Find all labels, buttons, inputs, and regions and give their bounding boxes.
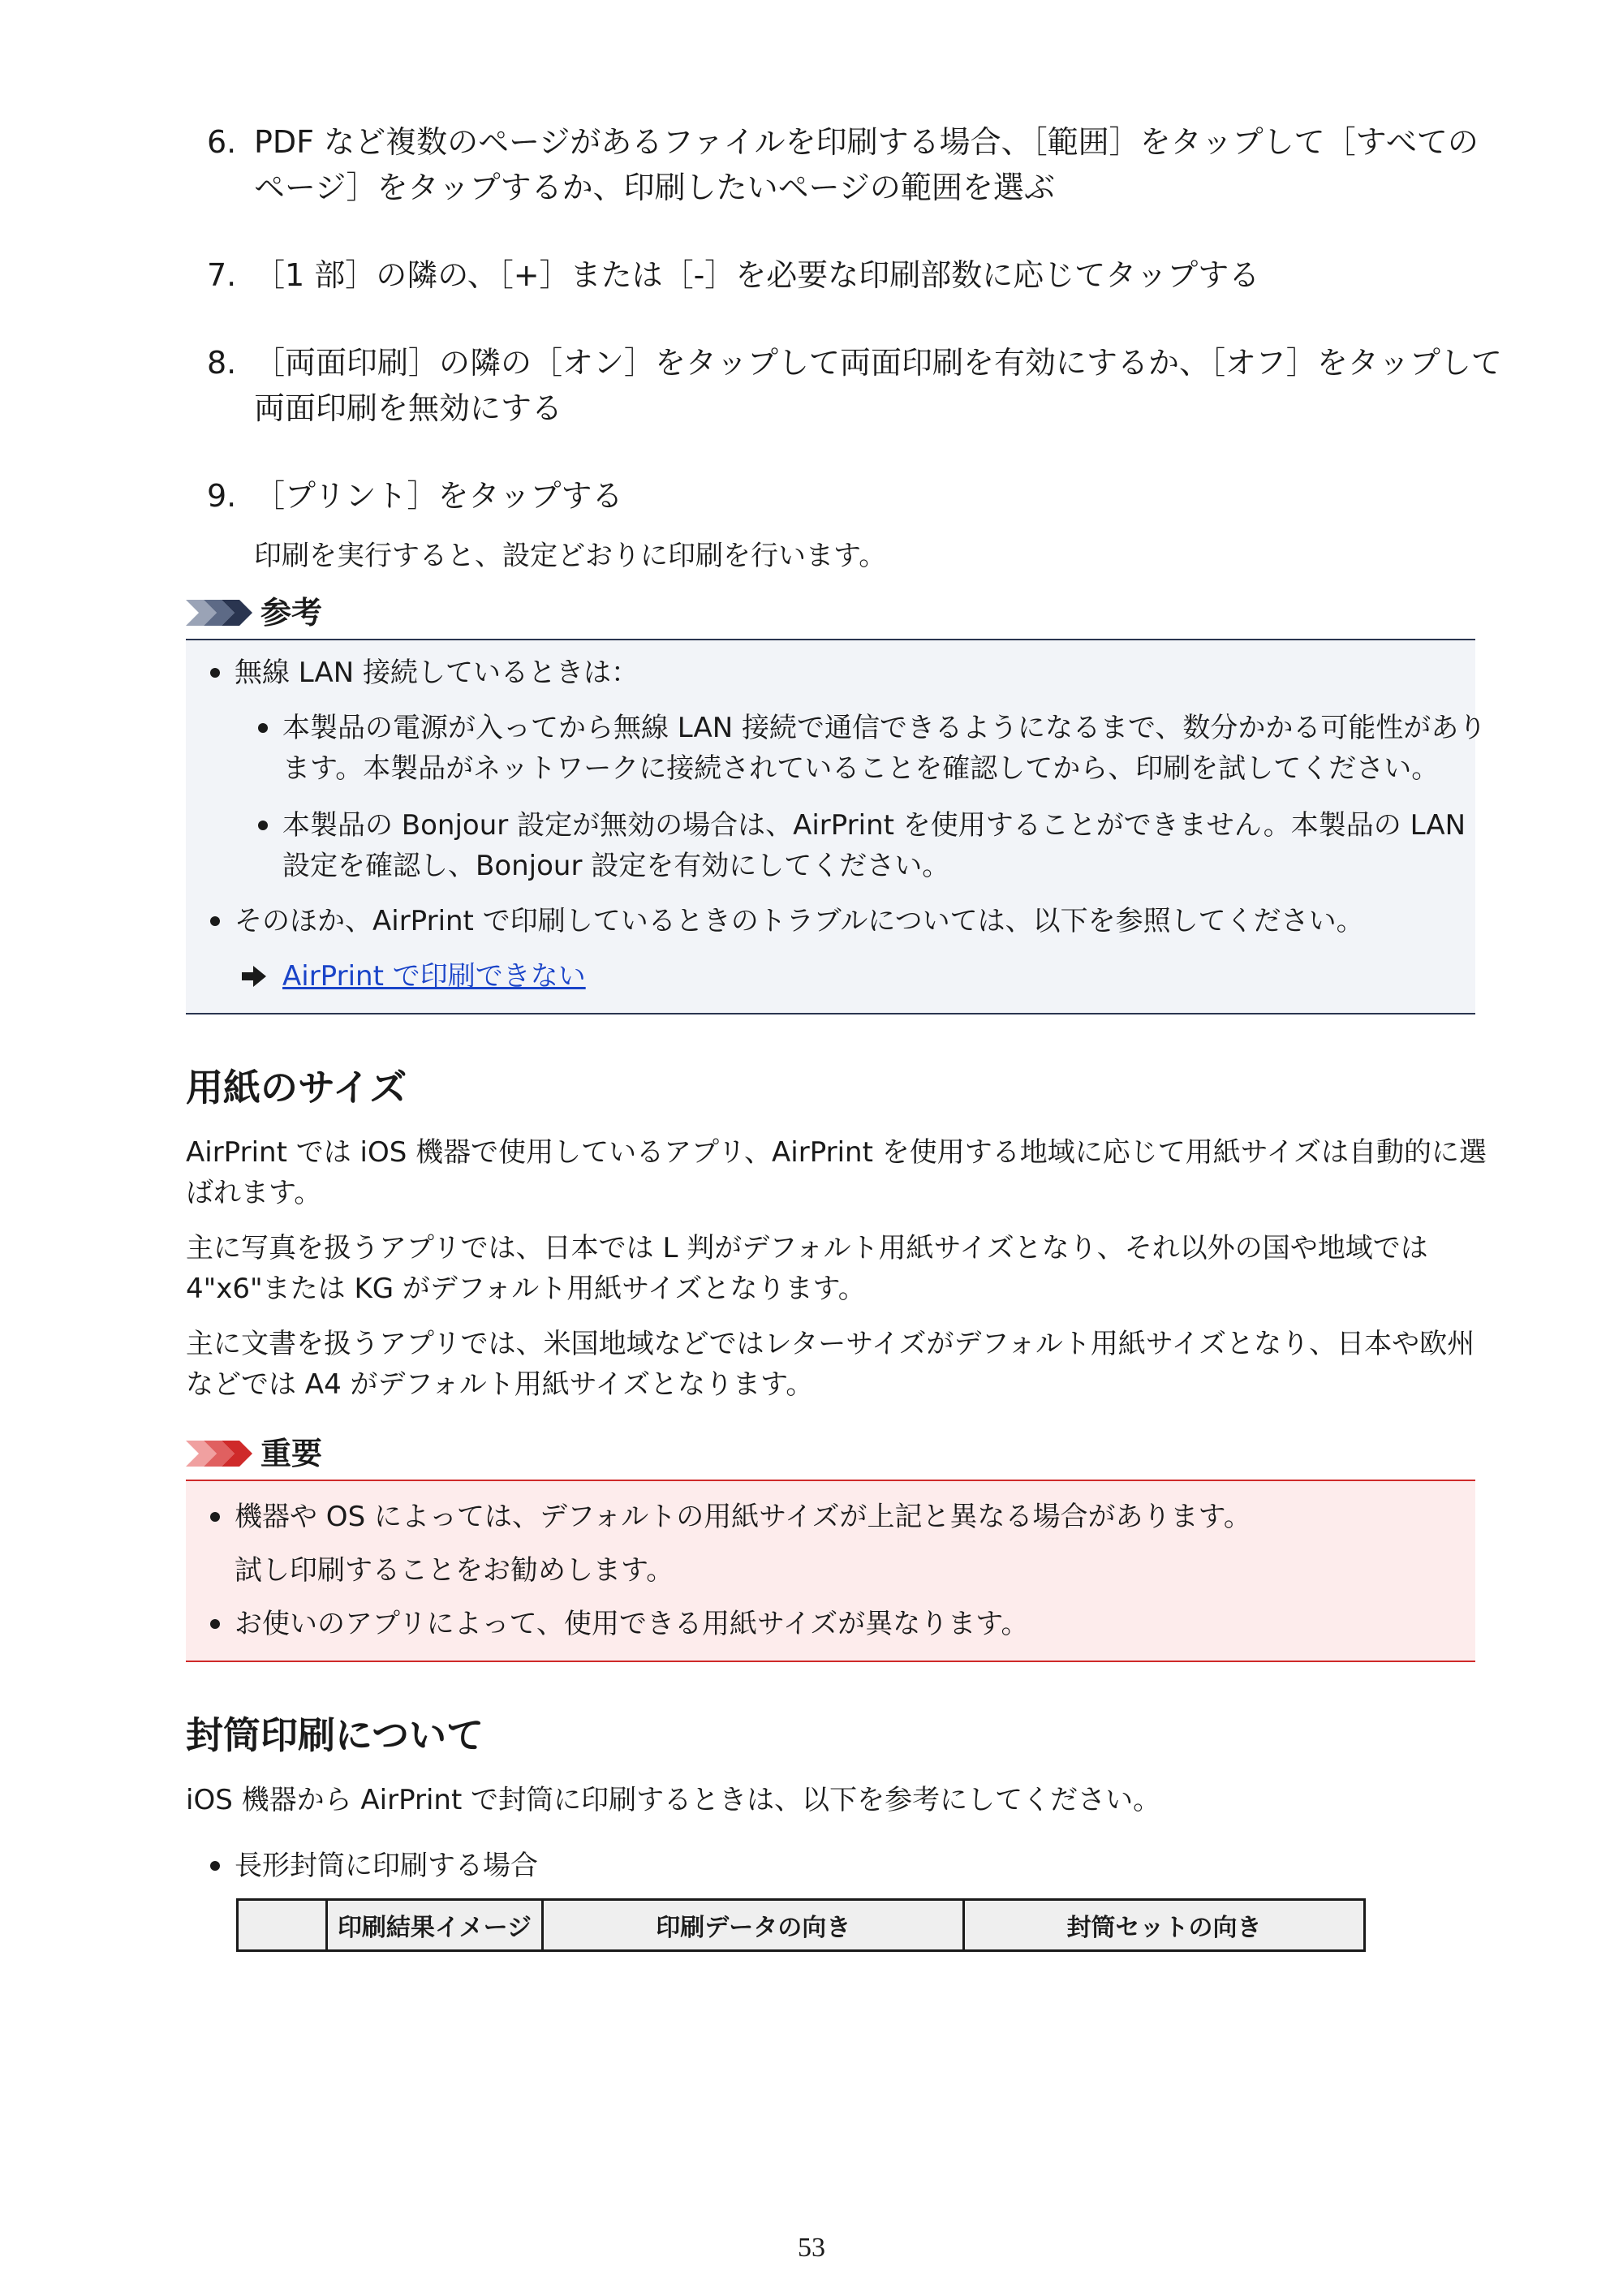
envelope-bullet: 長形封筒に印刷する場合 (235, 1850, 538, 1882)
step-result: 印刷を実行すると、設定どおりに印刷を行います。 (254, 540, 887, 572)
step-text: PDF など複数のページがあるファイルを印刷する場合、［範囲］をタップして［すべての (254, 124, 1479, 160)
step-text: ［1 部］の隣の、［+］または［-］を必要な印刷部数に応じてタップする (254, 257, 1260, 293)
table-header-cell: 印刷結果イメージ (326, 1900, 543, 1951)
important-chevron-icon (186, 1441, 252, 1467)
table-header-cell: 印刷データの向き (543, 1900, 964, 1951)
paragraph-line: ばれます。 (186, 1177, 322, 1209)
table-header-cell: 封筒セットの向き (964, 1900, 1365, 1951)
bullet-icon (210, 1619, 220, 1629)
note-subitem: 本製品の電源が入ってから無線 LAN 接続で通信できるようになるまで、数分かかる可能性があり (282, 712, 1487, 744)
table-header-cell (238, 1900, 327, 1951)
paragraph-line: AirPrint では iOS 機器で使用しているアプリ、AirPrint を使用する地域に応じて用紙サイズは自動的に選 (186, 1136, 1487, 1169)
table-header-row (238, 1900, 1365, 1951)
note-subitem: 本製品の Bonjour 設定が無効の場合は、AirPrint を使用することができません。本製品の LAN (282, 809, 1466, 842)
important-title: 重要 (260, 1436, 323, 1471)
step-number: 6. (207, 124, 237, 160)
bullet-icon (258, 723, 268, 733)
important-item-continued: 試し印刷することをお勧めします。 (235, 1554, 674, 1587)
important-item: 機器や OS によっては、デフォルトの用紙サイズが上記と異なる場合があります。 (235, 1501, 1251, 1533)
envelope-intro: iOS 機器から AirPrint で封筒に印刷するときは、以下を参考にしてください。 (186, 1784, 1161, 1816)
important-box (186, 1480, 1475, 1662)
step-text: 両面印刷を無効にする (254, 390, 563, 426)
step-number: 8. (207, 345, 237, 381)
page-number: 53 (798, 2233, 825, 2263)
step-number: 9. (207, 478, 237, 514)
bullet-icon (210, 668, 220, 678)
arrow-right-icon (242, 966, 266, 987)
paragraph-line: 4"x6"または KG がデフォルト用紙サイズとなります。 (186, 1273, 866, 1305)
step-text: ［プリント］をタップする (254, 478, 623, 514)
note-item: 無線 LAN 接続しているときは： (235, 657, 639, 689)
note-item: そのほか、AirPrint で印刷しているときのトラブルについては、以下を参照してください。 (235, 905, 1364, 937)
note-subitem: 設定を確認し、Bonjour 設定を有効にしてください。 (282, 850, 950, 882)
note-box (186, 639, 1487, 1014)
troubleshoot-link[interactable]: AirPrint で印刷できない (282, 960, 586, 993)
step-text: ［両面印刷］の隣の［オン］をタップして両面印刷を有効にするか、［オフ］をタップして (254, 345, 1502, 381)
paragraph-line: などでは A4 がデフォルト用紙サイズとなります。 (186, 1368, 814, 1401)
bullet-icon (210, 916, 220, 926)
note-chevron-icon (186, 600, 252, 626)
paragraph-line: 主に写真を扱うアプリでは、日本では L 判がデフォルト用紙サイズとなり、それ以外の国や地域では (186, 1232, 1428, 1264)
bullet-icon (210, 1861, 220, 1871)
section-heading-paper-size: 用紙のサイズ (186, 1066, 407, 1109)
step-text: ページ］をタップするか、印刷したいページの範囲を選ぶ (254, 170, 1055, 205)
note-subitem: ます。本製品がネットワークに接続されていることを確認してから、印刷を試してください。 (282, 752, 1440, 785)
bullet-icon (258, 821, 268, 830)
envelope-table (236, 1898, 1366, 1952)
paragraph-line: 主に文書を扱うアプリでは、米国地域などではレターサイズがデフォルト用紙サイズとなり、日本や欧州 (186, 1328, 1475, 1360)
note-title: 参考 (260, 595, 323, 631)
step-number: 7. (207, 257, 237, 293)
important-item: お使いのアプリによって、使用できる用紙サイズが異なります。 (235, 1608, 1029, 1640)
section-heading-envelope: 封筒印刷について (186, 1713, 484, 1757)
bullet-icon (210, 1512, 220, 1522)
